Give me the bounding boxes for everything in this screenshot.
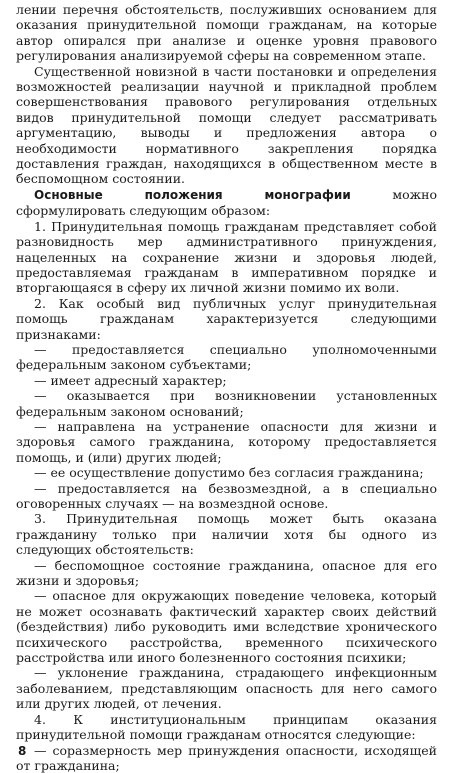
document-body <box>16 2 437 773</box>
list-item-1: 1. Принудительная помощь гражданам представляет собой разновидность мер административного принуждения, нацеленных на сохранение жизни и здоровья людей, предоставляемая гражданам в императивном порядке и вторгающаяся в сферу их личной жизни помимо их воли. <box>16 219 437 296</box>
dash-item: — предоставляется на безвозмездной, а в специально оговоренных случаях — на возмездной основе. <box>16 481 437 512</box>
dash-item: — соразмерность мер принуждения опасности, исходящей от гражданина; <box>16 743 437 773</box>
paragraph-continuation: лении перечня обстоятельств, послуживших основанием для оказания принудительной помощи гражданам, на которые автор опирался при анализе и оценке уровня правового регулирования анализируемой сферы на современном этапе. <box>16 2 437 64</box>
key-provisions-heading: Основные положения монографии <box>34 188 351 202</box>
list-item-4: 4. К институциональным принципам оказания принудительной помощи гражданам относятся следующие: <box>16 712 437 743</box>
key-provisions-text: можно сформулировать следующим образом: <box>16 187 437 218</box>
dash-item: — предоставляется специально уполномоченными федеральным законом субъектами; <box>16 342 437 373</box>
dash-item: — беспомощное состояние гражданина, опасное для его жизни и здоровья; <box>16 558 437 589</box>
paragraph-novelty: Существенной новизной в части постановки и определения возможностей реализации научной и прикладной проблем совершенствования правового регулирования отдельных видов принудительной помощи следует рассматривать аргументацию, выводы и предложения автора о необходимости нормативного закрепления порядка доставления граждан, находящихся в общественном месте в беспомощном состоянии. <box>16 64 437 187</box>
dash-item: — ее осуществление допустимо без согласия гражданина; <box>16 465 437 480</box>
paragraph-key-provisions <box>16 187 437 219</box>
list-item-2: 2. Как особый вид публичных услуг принудительная помощь гражданам характеризуется следующими признаками: <box>16 296 437 342</box>
dash-item: — уклонение гражданина, страдающего инфекционным заболеванием, представляющим опасность для него самого или других людей, от лечения. <box>16 665 437 711</box>
dash-item: — оказывается при возникновении установленных федеральным законом оснований; <box>16 388 437 419</box>
dash-item: — имеет адресный характер; <box>16 373 437 388</box>
dash-item: — опасное для окружающих поведение человека, который не может осознавать фактический характер своих действий (бездействия) либо руководить ими вследствие хронического психического расстройства, временного психического расстройства или иного болезненного состояния психики; <box>16 588 437 665</box>
list-item-3: 3. Принудительная помощь может быть оказана гражданину только при наличии хотя бы одного из следующих обстоятельств: <box>16 511 437 557</box>
dash-item: — направлена на устранение опасности для жизни и здоровья самого гражданина, которому предоставляется помощь, и (или) других людей; <box>16 419 437 465</box>
page-number: 8 <box>18 744 26 758</box>
